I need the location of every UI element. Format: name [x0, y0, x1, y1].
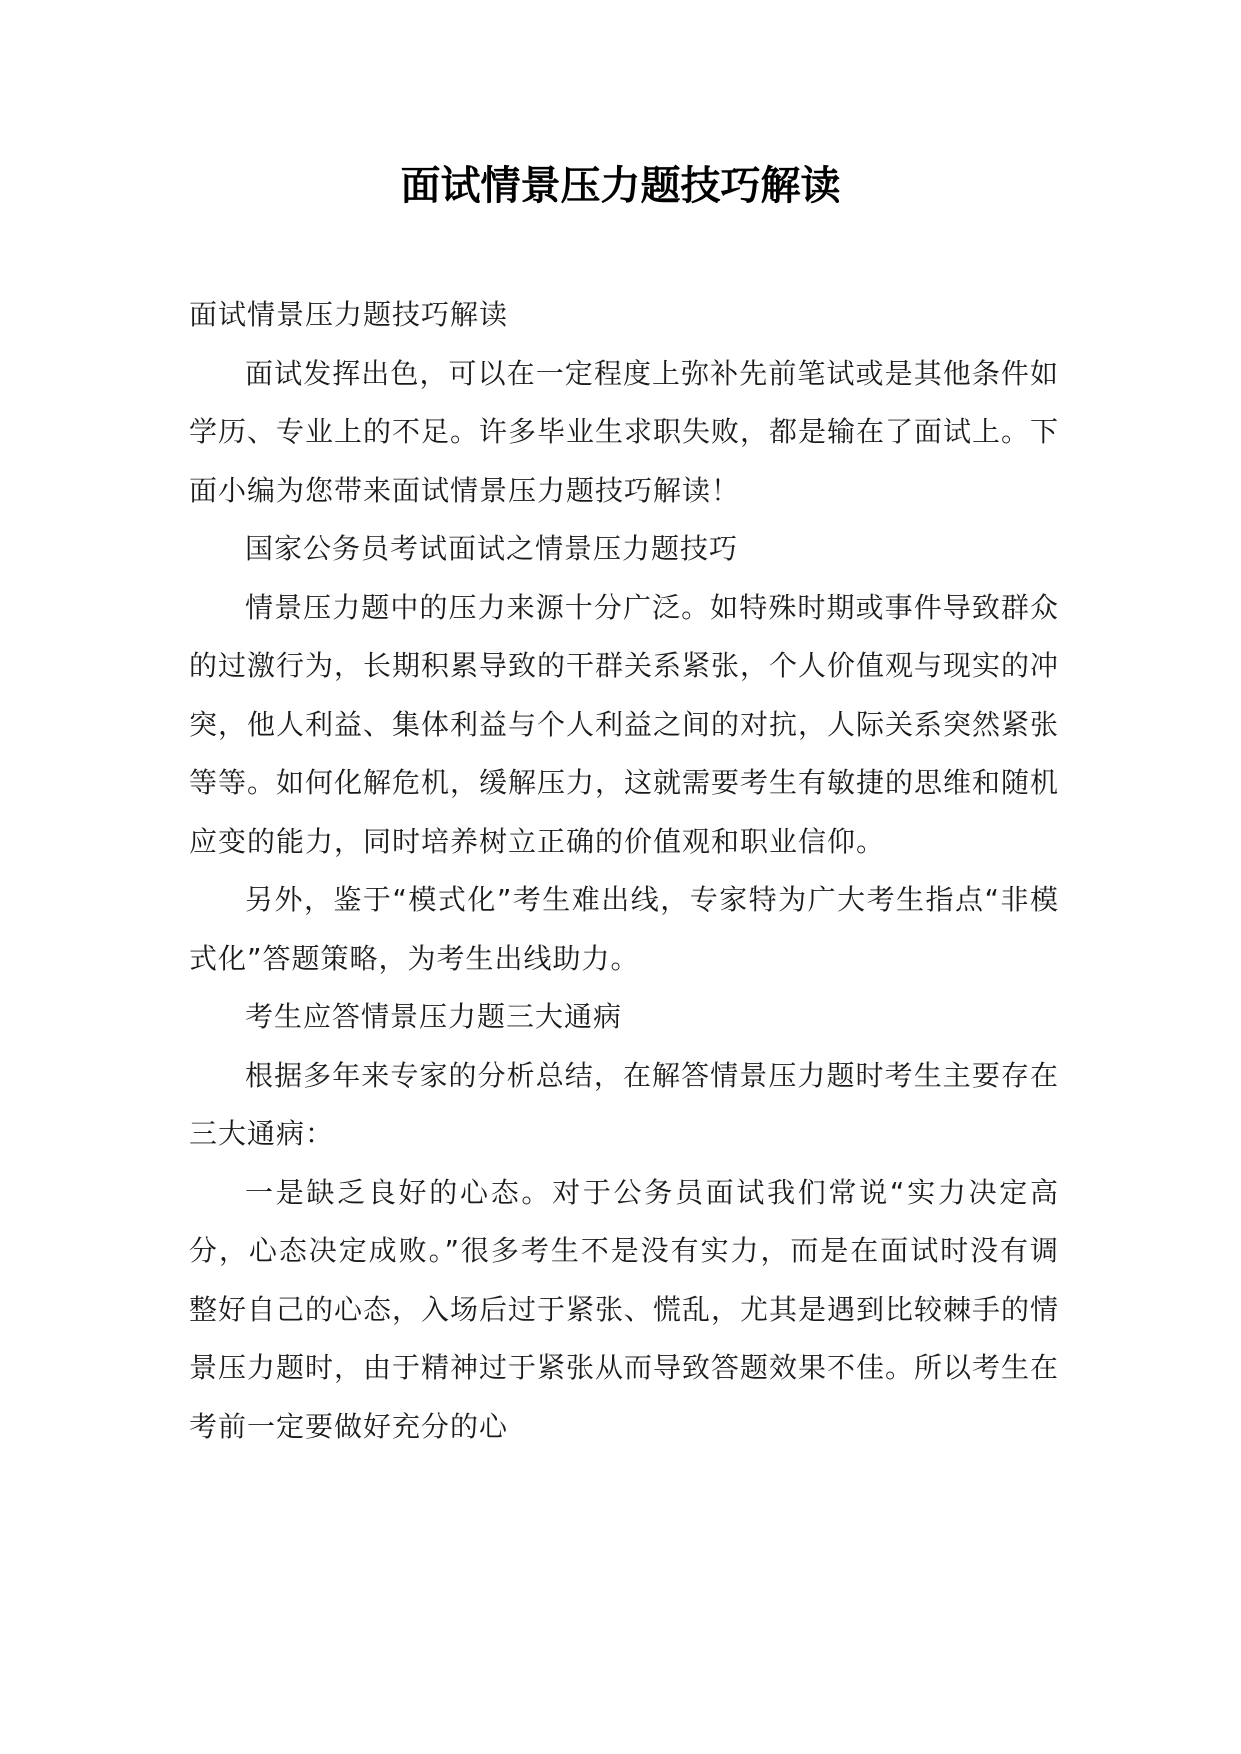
document-title: 面试情景压力题技巧解读: [400, 162, 841, 209]
paragraph: 另外，鉴于“模式化”考生难出线，专家特为广大考生指点“非模式化”答题策略，为考生出线助力。: [189, 883, 1059, 975]
paragraph: 情景压力题中的压力来源十分广泛。如特殊时期或事件导致群众的过激行为，长期积累导致的干群关系紧张，个人价值观与现实的冲突，他人利益、集体利益与个人利益之间的对抗，人际关系突然紧张等等。如何化解危机，缓解压力，这就需要考生有敏捷的思维和随机应变的能力，同时培养树立正确的价值观和职业信仰。: [189, 590, 1060, 858]
paragraph: 根据多年来专家的分析总结，在解答情景压力题时考生主要存在三大通病：: [189, 1058, 1059, 1150]
paragraph: 考生应答情景压力题三大通病: [245, 1000, 623, 1033]
paragraph: 面试情景压力题技巧解读: [189, 298, 509, 331]
paragraph: 一是缺乏良好的心态。对于公务员面试我们常说“实力决定高分，心态决定成败。”很多考生不是没有实力，而是在面试时没有调整好自己的心态，入场后过于紧张、慌乱，尤其是遇到比较棘手的情景压力题时，由于精神过于紧张从而导致答题效果不佳。所以考生在考前一定要做好充分的心: [189, 1175, 1060, 1443]
paragraph: 国家公务员考试面试之情景压力题技巧: [245, 532, 739, 565]
paragraph: 面试发挥出色，可以在一定程度上弥补先前笔试或是其他条件如学历、专业上的不足。许多毕业生求职失败，都是输在了面试上。下面小编为您带来面试情景压力题技巧解读！: [189, 356, 1060, 507]
document-body: [189, 286, 1059, 1456]
